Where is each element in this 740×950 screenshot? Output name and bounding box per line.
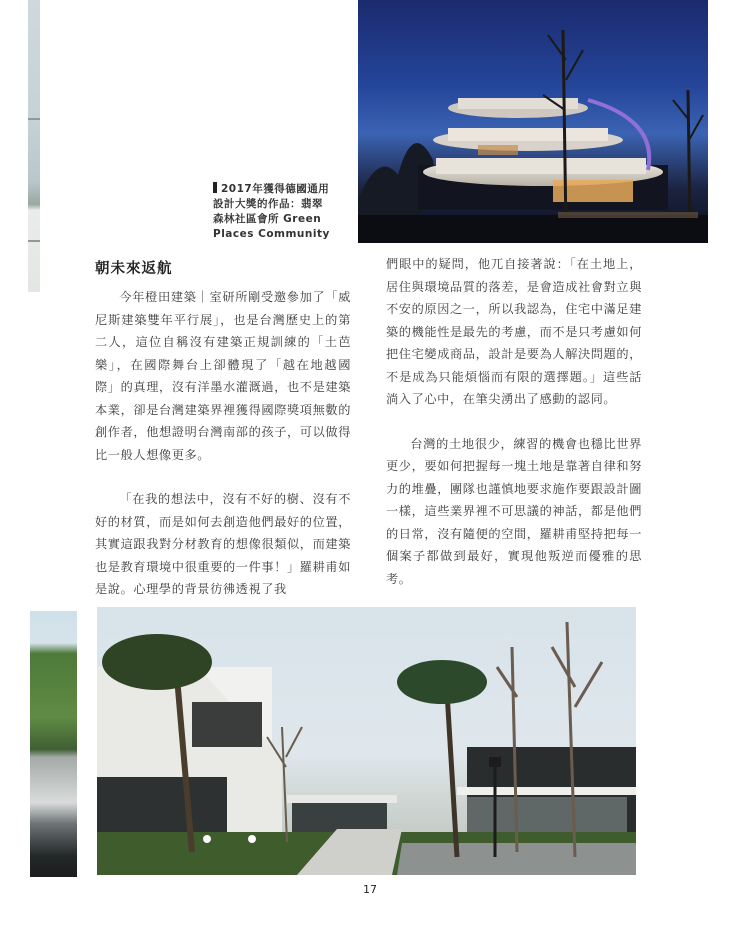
edge-photo-top	[28, 0, 40, 292]
page-number: 17	[363, 883, 377, 896]
paragraph: 今年橙田建築｜室研所剛受邀參加了「威尼斯建築雙年平行展」，也是台灣歷史上的第二人，這位自稱沒有建築正規訓練的「土芭樂」，在國際舞台上卻體現了「越在地越國際」的真理，沒有洋墨水灌溉過，也不是建築本業，卻是台灣建築界裡獲得國際獎項無數的創作者，他想證明台灣南部的孩子，可以做得比一般人想像更多。	[95, 290, 351, 462]
night-photo-illustration	[358, 0, 708, 243]
photo-caption	[213, 182, 345, 242]
article-heading: 朝未來返航	[95, 261, 173, 277]
article-right-column	[386, 253, 642, 590]
paragraph: 們眼中的疑問，他兀自接著說：「在土地上，居住與環境品質的落差，是會造成社會對立與不安的原因之一，所以我認為，住宅中滿足建築的機能性是最先的考慮，而不是只考慮如何把住宅變成商品，設計是要為人解決問題的，不是成為只能煩惱而有限的選擇題。」這些話淌入了心中，在筆尖湧出了感動的認同。	[386, 257, 642, 406]
edge-photo-bottom	[30, 611, 77, 877]
paragraph: 「在我的想法中，沒有不好的樹、沒有不好的材質，而是如何去創造他們最好的位置，其實這跟我對分材教育的想像很類似，而建築也是教育環境中很重要的一件事！」羅耕甫如是說。心理學的背景彷彿透視了我	[95, 492, 351, 596]
caption-line-3: 森林社區會所 Green	[213, 213, 322, 225]
caption-line-2: 設計大獎的作品：翡翠	[213, 198, 323, 210]
clubhouse-night-photo	[358, 0, 708, 243]
day-photo-illustration	[97, 607, 636, 875]
article-left-column	[95, 286, 351, 601]
clubhouse-day-photo	[97, 607, 636, 875]
caption-marker-icon	[213, 182, 217, 193]
paragraph: 台灣的土地很少，練習的機會也穩比世界更少，要如何把握每一塊土地是靠著自律和努力的堆疊，團隊也謹慎地要求施作要跟設計圖一樣，這些業界裡不可思議的神話，都是他們的日常，沒有隨便的空間，羅耕甫堅持把每一個案子都做到最好，實現他叛逆而優雅的思考。	[386, 436, 642, 586]
caption-line-4: Places Community	[213, 228, 330, 240]
caption-line-1: 2017年獲得德國通用	[213, 182, 345, 197]
